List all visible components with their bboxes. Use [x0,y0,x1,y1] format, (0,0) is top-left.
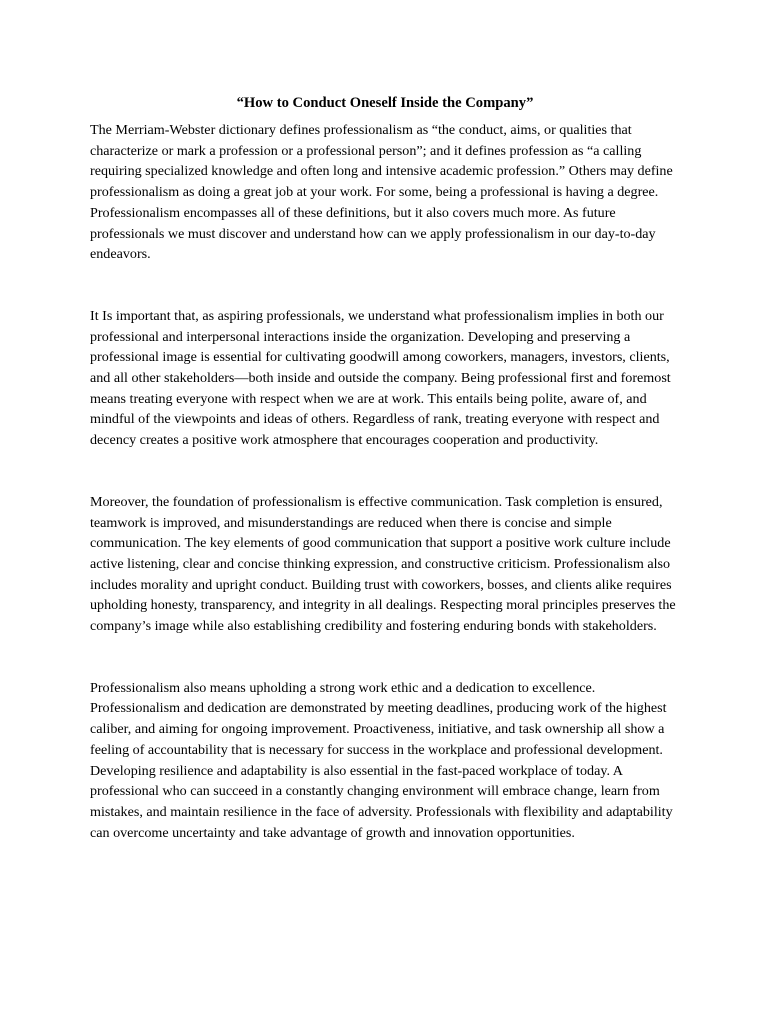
paragraph-spacer [90,451,680,492]
paragraph-spacer [90,637,680,678]
paragraph-4: Professionalism also means upholding a strong work ethic and a dedication to excellence. Professionalism and dedication are demonstrated by meeting deadlines, producing work of the highest caliber, and aiming for ongoing improvement. Proactiveness, initiative, and task ownership all show a feeling of accountability that is necessary for success in the workplace and professional development. Developing resilience and adaptability is also essential in the fast-paced workplace of today. A professional who can succeed in a constantly changing environment will embrace change, learn from mistakes, and maintain resilience in the face of adversity. Professionals with flexibility and adaptability can overcome uncertainty and take advantage of growth and innovation opportunities. [90,679,673,841]
document-page [90,93,680,843]
paragraph-3: Moreover, the foundation of professionalism is effective communication. Task completion is ensured, teamwork is improved, and misunderstandings are reduced when there is concise and simple communication. The key elements of good communication that support a positive work culture include active listening, clear and concise thinking expression, and constructive criticism. Professionalism also includes morality and upright conduct. Building trust with coworkers, bosses, and clients alike requires upholding honesty, transparency, and integrity in all dealings. Respecting moral principles preserves the company’s image while also establishing credibility and fostering enduring bonds with stakeholders. [90,493,676,635]
document-title: “How to Conduct Oneself Inside the Company” [236,95,534,111]
paragraph-1: The Merriam-Webster dictionary defines professionalism as “the conduct, aims, or qualities that characterize or mark a profession or a professional person”; and it defines profession as “a calling requiring specialized knowledge and often long and intensive academic profession.” Others may define professionalism as doing a great job at your work. For some, being a professional is having a degree. Professionalism encompasses all of these definitions, but it also covers much more. As future professionals we must discover and understand how can we apply professionalism in our day-to-day endeavors. [90,122,673,263]
paragraph-2: It Is important that, as aspiring professionals, we understand what professionalism implies in both our professional and interpersonal interactions inside the organization. Developing and preserving a professional image is essential for cultivating goodwill among coworkers, managers, investors, clients, and all other stakeholders—both inside and outside the company. Being professional first and foremost means treating everyone with respect when we are at work. This entails being polite, aware of, and mindful of the viewpoints and ideas of others. Regardless of rank, treating everyone with respect and decency creates a positive work atmosphere that encourages cooperation and productivity. [90,307,671,449]
paragraph-spacer [90,265,680,306]
